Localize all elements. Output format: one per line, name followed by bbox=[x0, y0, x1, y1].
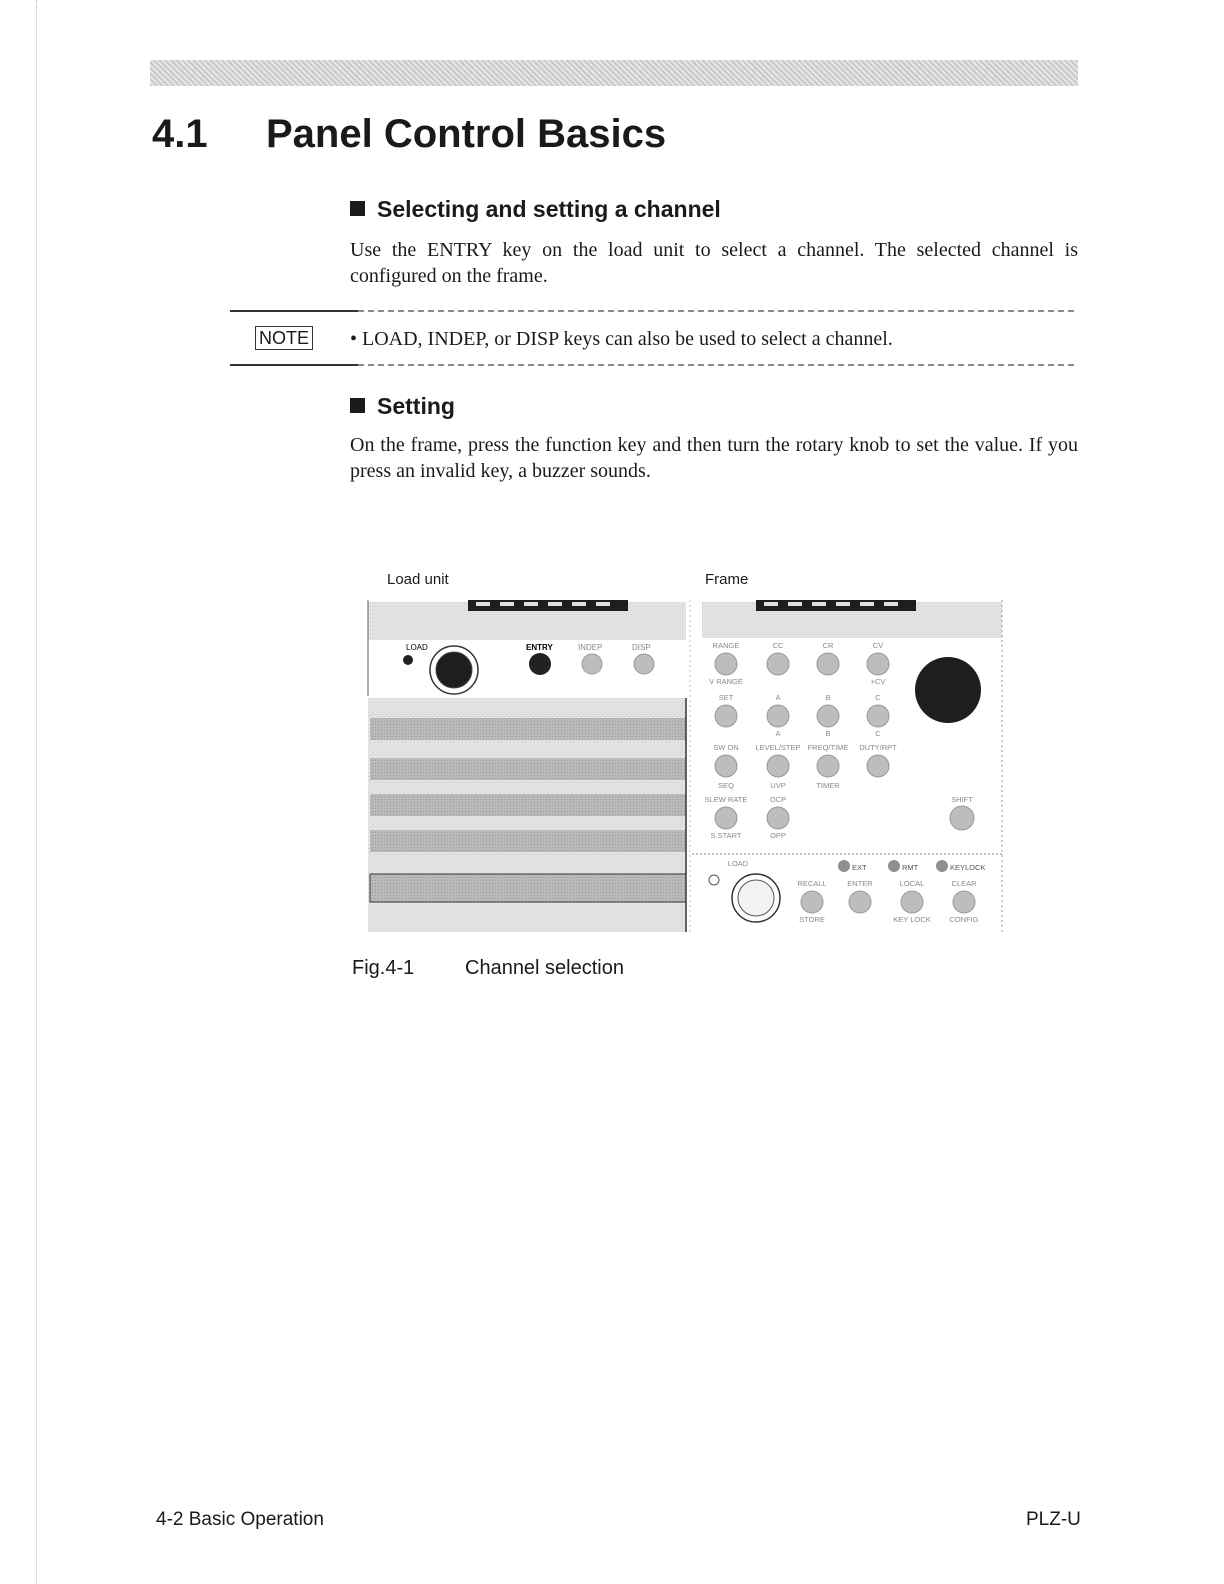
duty-rpt-key[interactable] bbox=[867, 755, 889, 777]
local-key-label: LOCAL bbox=[899, 879, 925, 888]
sw-on-key[interactable] bbox=[715, 755, 737, 777]
figure-caption-number: Fig.4-1 bbox=[352, 957, 415, 979]
cv-key[interactable] bbox=[867, 653, 889, 675]
footer-right: PLZ-U bbox=[1026, 1509, 1081, 1530]
slot-2 bbox=[370, 758, 686, 780]
entry-key[interactable] bbox=[529, 653, 551, 675]
note-rule-bottom bbox=[230, 364, 358, 366]
panel-figure bbox=[366, 598, 1010, 934]
recall-key-label: RECALL bbox=[797, 879, 827, 888]
range-key-label: RANGE bbox=[712, 641, 740, 650]
level-step-key[interactable] bbox=[767, 755, 789, 777]
cr-key-label: CR bbox=[822, 641, 834, 650]
note-rule-top bbox=[230, 310, 358, 312]
rmt-indicator-led bbox=[888, 860, 900, 872]
uvp-key-label: UVP bbox=[770, 781, 786, 790]
frame-rotary-knob[interactable] bbox=[915, 657, 981, 723]
store-key-label: STORE bbox=[799, 915, 825, 924]
subheading-setting-text: Setting bbox=[377, 393, 455, 419]
v-range-key-label: V RANGE bbox=[709, 677, 743, 686]
s-start-key-label: S.START bbox=[710, 831, 742, 840]
sw-on-key-label: SW ON bbox=[713, 743, 739, 752]
subheading-selecting bbox=[350, 196, 721, 223]
cr-key[interactable] bbox=[817, 653, 839, 675]
keylock-indicator-led bbox=[936, 860, 948, 872]
ext-indicator-led bbox=[838, 860, 850, 872]
set-key[interactable] bbox=[715, 705, 737, 727]
set-key-label: SET bbox=[718, 693, 734, 702]
load-indicator-led bbox=[403, 655, 413, 665]
load-key-label: LOAD bbox=[406, 643, 428, 652]
seq-key-label: SEQ bbox=[718, 781, 734, 790]
local-key[interactable] bbox=[901, 891, 923, 913]
slew-rate-key[interactable] bbox=[715, 807, 737, 829]
b-key-sublabel: B bbox=[825, 729, 831, 738]
load-unit-panel bbox=[368, 600, 686, 932]
slot-5 bbox=[370, 874, 686, 902]
load-unit-knob-center bbox=[436, 652, 472, 688]
header-bar bbox=[150, 60, 1078, 86]
indep-key-label: INDEP bbox=[578, 643, 603, 652]
lower-load-knob-center bbox=[738, 880, 774, 916]
paragraph-selecting: Use the ENTRY key on the load unit to select a channel. The selected channel is configured on the frame. bbox=[350, 239, 1078, 287]
enter-key[interactable] bbox=[849, 891, 871, 913]
a-key[interactable] bbox=[767, 705, 789, 727]
figure-caption-text: Channel selection bbox=[465, 957, 624, 979]
freq-time-key-label: FREQ/TIME bbox=[807, 743, 849, 752]
cc-key[interactable] bbox=[767, 653, 789, 675]
frame-panel bbox=[690, 600, 1002, 932]
entry-key-label: ENTRY bbox=[526, 643, 553, 652]
freq-time-key[interactable] bbox=[817, 755, 839, 777]
a-key-sublabel: A bbox=[775, 729, 781, 738]
config-key-label: CONFIG bbox=[949, 915, 979, 924]
lower-load-led bbox=[709, 875, 719, 885]
ocp-key[interactable] bbox=[767, 807, 789, 829]
level-step-key-label: LEVEL/STEP bbox=[755, 743, 801, 752]
a-key-label: A bbox=[775, 693, 781, 702]
recall-key[interactable] bbox=[801, 891, 823, 913]
ext-indicator-label: EXT bbox=[852, 863, 867, 872]
load-unit-label: Load unit bbox=[387, 571, 449, 588]
note-dash-top bbox=[358, 310, 1074, 312]
slew-rate-key-label: SLEW RATE bbox=[704, 795, 748, 804]
c-key-sublabel: C bbox=[875, 729, 881, 738]
cc-key-label: CC bbox=[772, 641, 784, 650]
clear-key[interactable] bbox=[953, 891, 975, 913]
section-number: 4.1 bbox=[152, 112, 208, 156]
disp-key[interactable] bbox=[634, 654, 654, 674]
bullet-square-icon bbox=[350, 201, 365, 216]
cv-key-label: CV bbox=[872, 641, 884, 650]
c-key-label: C bbox=[875, 693, 881, 702]
slot-4 bbox=[370, 830, 686, 852]
slot-3 bbox=[370, 794, 686, 816]
shift-key-label: SHIFT bbox=[951, 795, 973, 804]
clear-key-label: CLEAR bbox=[951, 879, 977, 888]
frame-label: Frame bbox=[705, 571, 749, 588]
lower-load-label: LOAD bbox=[727, 859, 749, 868]
note-dash-bottom bbox=[358, 364, 1074, 366]
disp-key-label: DISP bbox=[632, 643, 651, 652]
subheading-selecting-text: Selecting and setting a channel bbox=[377, 196, 721, 222]
range-key[interactable] bbox=[715, 653, 737, 675]
c-key[interactable] bbox=[867, 705, 889, 727]
plus-cv-key-label: +CV bbox=[870, 677, 886, 686]
duty-rpt-key-label: DUTY/RPT bbox=[859, 743, 897, 752]
slot-1 bbox=[370, 718, 686, 740]
note-badge: NOTE bbox=[255, 326, 313, 350]
page-gutter bbox=[36, 0, 37, 1584]
rmt-indicator-label: RMT bbox=[902, 863, 919, 872]
timer-key-label: TIMER bbox=[816, 781, 840, 790]
indep-key[interactable] bbox=[582, 654, 602, 674]
paragraph-setting: On the frame, press the function key and then turn the rotary knob to set the value. If you press an invalid key, a buzzer sounds. bbox=[350, 434, 1078, 482]
opp-key-label: OPP bbox=[770, 831, 786, 840]
bullet-square-icon bbox=[350, 398, 365, 413]
enter-key-label: ENTER bbox=[847, 879, 873, 888]
b-key-label: B bbox=[825, 693, 831, 702]
note-text: • LOAD, INDEP, or DISP keys can also be used to select a channel. bbox=[350, 328, 893, 350]
b-key[interactable] bbox=[817, 705, 839, 727]
keylock-indicator-label: KEYLOCK bbox=[950, 863, 986, 872]
shift-key[interactable] bbox=[950, 806, 974, 830]
ocp-key-label: OCP bbox=[769, 795, 787, 804]
footer-left: 4-2 Basic Operation bbox=[156, 1509, 324, 1530]
key-lock-key-label: KEY LOCK bbox=[893, 915, 931, 924]
section-title: Panel Control Basics bbox=[266, 112, 667, 156]
subheading-setting bbox=[350, 393, 455, 420]
